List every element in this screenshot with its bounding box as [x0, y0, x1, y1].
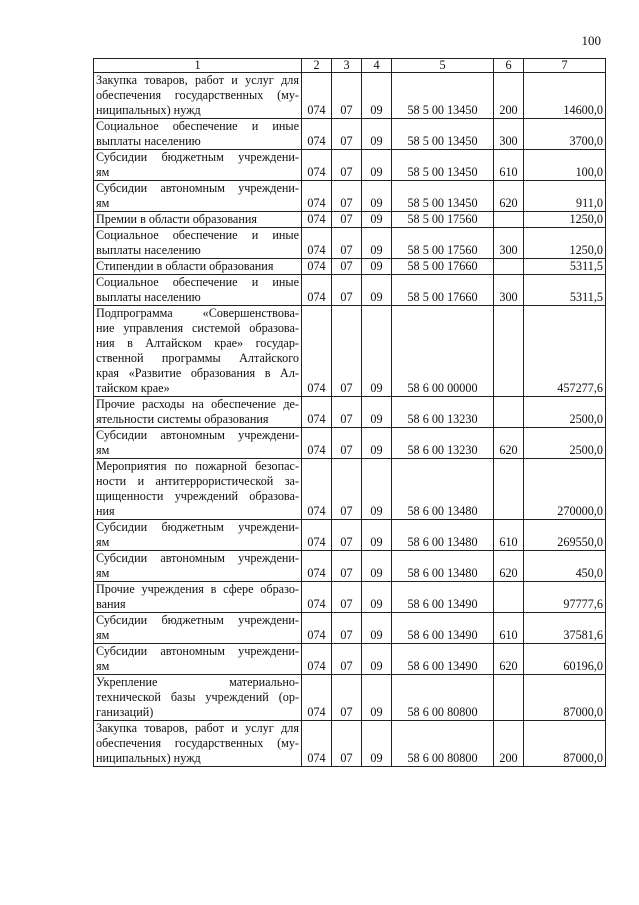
target-article-cell: 58 5 00 13450 — [392, 181, 494, 212]
row-name-line: обеспечения государственных (му- — [96, 88, 299, 102]
row-name-line: ния в Алтайском крае» государ- — [96, 336, 299, 350]
expense-type-cell — [494, 259, 524, 275]
row-name-cell — [94, 275, 302, 306]
target-article-cell: 58 6 00 00000 — [392, 306, 494, 397]
target-article-cell: 58 5 00 13450 — [392, 73, 494, 119]
row-name-cell — [94, 212, 302, 228]
expense-type-cell: 620 — [494, 428, 524, 459]
expense-type-cell — [494, 212, 524, 228]
target-article-cell: 58 5 00 17560 — [392, 228, 494, 259]
row-name-line: Субсидии автономным учреждени- — [96, 551, 299, 565]
section-cell: 07 — [332, 582, 362, 613]
subsection-cell: 09 — [362, 181, 392, 212]
row-name-line: тайском крае» — [96, 381, 170, 395]
section-cell: 07 — [332, 459, 362, 520]
expense-type-cell: 300 — [494, 275, 524, 306]
row-name-line: выплаты населению — [96, 134, 201, 148]
amount-cell: 3700,0 — [524, 119, 606, 150]
row-name-line: Субсидии автономным учреждени- — [96, 181, 299, 195]
expense-type-cell: 300 — [494, 228, 524, 259]
row-name-line: Субсидии автономным учреждени- — [96, 644, 299, 658]
expense-type-cell — [494, 306, 524, 397]
amount-cell: 2500,0 — [524, 428, 606, 459]
subsection-cell: 09 — [362, 306, 392, 397]
row-name-cell — [94, 150, 302, 181]
section-cell: 07 — [332, 259, 362, 275]
code-admin-cell: 074 — [302, 73, 332, 119]
amount-cell: 100,0 — [524, 150, 606, 181]
section-cell: 07 — [332, 551, 362, 582]
budget-table — [93, 58, 606, 767]
row-name-line: ственной программы Алтайского — [96, 351, 299, 365]
section-cell: 07 — [332, 428, 362, 459]
row-name-cell — [94, 73, 302, 119]
code-admin-cell: 074 — [302, 228, 332, 259]
row-name-cell — [94, 397, 302, 428]
code-admin-cell: 074 — [302, 613, 332, 644]
row-name-line: ганизаций) — [96, 705, 154, 719]
row-name-line: Субсидии бюджетным учреждени- — [96, 150, 299, 164]
row-name-cell — [94, 582, 302, 613]
row-name-line: выплаты населению — [96, 290, 201, 304]
code-admin-cell: 074 — [302, 259, 332, 275]
amount-cell: 2500,0 — [524, 397, 606, 428]
row-name-line: технической базы учреждений (ор- — [96, 690, 299, 704]
amount-cell: 911,0 — [524, 181, 606, 212]
row-name-line: Социальное обеспечение и иные — [96, 119, 299, 133]
target-article-cell: 58 5 00 17660 — [392, 259, 494, 275]
code-admin-cell: 074 — [302, 428, 332, 459]
row-name-line: ям — [96, 659, 110, 673]
code-admin-cell: 074 — [302, 181, 332, 212]
table-row — [94, 275, 606, 306]
row-name-cell — [94, 551, 302, 582]
amount-cell: 5311,5 — [524, 275, 606, 306]
row-name-line: ности и антитеррористической за- — [96, 474, 299, 488]
section-cell: 07 — [332, 181, 362, 212]
row-name-line: Субсидии автономным учреждени- — [96, 428, 299, 442]
code-admin-cell: 074 — [302, 721, 332, 767]
row-name-line: щищенности учреждений образова- — [96, 489, 299, 503]
target-article-cell: 58 6 00 13490 — [392, 613, 494, 644]
table-row — [94, 721, 606, 767]
row-name-line: Субсидии бюджетным учреждени- — [96, 613, 299, 627]
row-name-line: ние управления системой образова- — [96, 321, 299, 335]
row-name-line: края «Развитие образования в Ал- — [96, 366, 299, 380]
target-article-cell: 58 6 00 13480 — [392, 520, 494, 551]
code-admin-cell: 074 — [302, 459, 332, 520]
amount-cell: 457277,6 — [524, 306, 606, 397]
expense-type-cell — [494, 582, 524, 613]
row-name-line: Подпрограмма «Совершенствова- — [96, 306, 299, 320]
subsection-cell: 09 — [362, 520, 392, 551]
row-name-cell — [94, 181, 302, 212]
amount-cell: 270000,0 — [524, 459, 606, 520]
row-name-cell — [94, 675, 302, 721]
subsection-cell: 09 — [362, 212, 392, 228]
row-name-line: Социальное обеспечение и иные — [96, 228, 299, 242]
section-cell: 07 — [332, 73, 362, 119]
row-name-cell — [94, 721, 302, 767]
row-name-line: ям — [96, 628, 110, 642]
header-col-3: 3 — [332, 59, 362, 73]
expense-type-cell: 610 — [494, 520, 524, 551]
subsection-cell: 09 — [362, 551, 392, 582]
subsection-cell: 09 — [362, 721, 392, 767]
code-admin-cell: 074 — [302, 397, 332, 428]
expense-type-cell: 200 — [494, 73, 524, 119]
amount-cell: 87000,0 — [524, 675, 606, 721]
code-admin-cell: 074 — [302, 150, 332, 181]
table-row — [94, 73, 606, 119]
subsection-cell: 09 — [362, 73, 392, 119]
subsection-cell: 09 — [362, 459, 392, 520]
target-article-cell: 58 5 00 17660 — [392, 275, 494, 306]
code-admin-cell: 074 — [302, 119, 332, 150]
code-admin-cell: 074 — [302, 644, 332, 675]
row-name-line: выплаты населению — [96, 243, 201, 257]
subsection-cell: 09 — [362, 613, 392, 644]
row-name-line: ям — [96, 443, 110, 457]
section-cell: 07 — [332, 119, 362, 150]
section-cell: 07 — [332, 721, 362, 767]
expense-type-cell: 620 — [494, 551, 524, 582]
code-admin-cell: 074 — [302, 520, 332, 551]
row-name-line: Укрепление материально- — [96, 675, 299, 689]
table-row — [94, 212, 606, 228]
table-row — [94, 119, 606, 150]
row-name-line: Закупка товаров, работ и услуг для — [96, 73, 299, 87]
target-article-cell: 58 6 00 80800 — [392, 721, 494, 767]
row-name-cell — [94, 228, 302, 259]
subsection-cell: 09 — [362, 259, 392, 275]
expense-type-cell — [494, 675, 524, 721]
section-cell: 07 — [332, 228, 362, 259]
row-name-line: ятельности системы образования — [96, 412, 269, 426]
page-number: 100 — [581, 33, 601, 48]
code-admin-cell: 074 — [302, 675, 332, 721]
target-article-cell: 58 6 00 13230 — [392, 397, 494, 428]
section-cell: 07 — [332, 397, 362, 428]
row-name-line: ния — [96, 504, 115, 518]
row-name-line: Стипендии в области образования — [96, 259, 274, 273]
section-cell: 07 — [332, 520, 362, 551]
target-article-cell: 58 6 00 13480 — [392, 459, 494, 520]
amount-cell: 269550,0 — [524, 520, 606, 551]
row-name-cell — [94, 428, 302, 459]
table-row — [94, 459, 606, 520]
section-cell: 07 — [332, 150, 362, 181]
code-admin-cell: 074 — [302, 306, 332, 397]
row-name-cell — [94, 306, 302, 397]
target-article-cell: 58 6 00 13480 — [392, 551, 494, 582]
row-name-line: Закупка товаров, работ и услуг для — [96, 721, 299, 735]
table-row — [94, 644, 606, 675]
row-name-cell — [94, 459, 302, 520]
amount-cell: 5311,5 — [524, 259, 606, 275]
header-col-6: 6 — [494, 59, 524, 73]
row-name-cell — [94, 119, 302, 150]
row-name-line: Мероприятия по пожарной безопас- — [96, 459, 299, 473]
row-name-line: ям — [96, 535, 110, 549]
subsection-cell: 09 — [362, 582, 392, 613]
section-cell: 07 — [332, 675, 362, 721]
code-admin-cell: 074 — [302, 275, 332, 306]
target-article-cell: 58 6 00 80800 — [392, 675, 494, 721]
target-article-cell: 58 5 00 13450 — [392, 150, 494, 181]
amount-cell: 450,0 — [524, 551, 606, 582]
section-cell: 07 — [332, 212, 362, 228]
expense-type-cell: 610 — [494, 613, 524, 644]
subsection-cell: 09 — [362, 428, 392, 459]
subsection-cell: 09 — [362, 397, 392, 428]
table-row — [94, 259, 606, 275]
subsection-cell: 09 — [362, 675, 392, 721]
expense-type-cell: 620 — [494, 644, 524, 675]
row-name-line: ям — [96, 196, 110, 210]
row-name-line: Социальное обеспечение и иные — [96, 275, 299, 289]
section-cell: 07 — [332, 644, 362, 675]
amount-cell: 14600,0 — [524, 73, 606, 119]
code-admin-cell: 074 — [302, 212, 332, 228]
subsection-cell: 09 — [362, 150, 392, 181]
row-name-line: Прочие расходы на обеспечение де- — [96, 397, 299, 411]
code-admin-cell: 074 — [302, 582, 332, 613]
target-article-cell: 58 6 00 13490 — [392, 582, 494, 613]
expense-type-cell: 200 — [494, 721, 524, 767]
header-col-2: 2 — [302, 59, 332, 73]
row-name-line: обеспечения государственных (му- — [96, 736, 299, 750]
row-name-cell — [94, 259, 302, 275]
table-row — [94, 397, 606, 428]
amount-cell: 60196,0 — [524, 644, 606, 675]
row-name-cell — [94, 613, 302, 644]
target-article-cell: 58 6 00 13230 — [392, 428, 494, 459]
expense-type-cell: 300 — [494, 119, 524, 150]
expense-type-cell — [494, 397, 524, 428]
header-col-7: 7 — [524, 59, 606, 73]
row-name-line: вания — [96, 597, 126, 611]
row-name-line: ям — [96, 165, 110, 179]
target-article-cell: 58 5 00 13450 — [392, 119, 494, 150]
subsection-cell: 09 — [362, 644, 392, 675]
table-row — [94, 551, 606, 582]
section-cell: 07 — [332, 613, 362, 644]
header-col-5: 5 — [392, 59, 494, 73]
table-row — [94, 181, 606, 212]
table-row — [94, 520, 606, 551]
row-name-line: Субсидии бюджетным учреждени- — [96, 520, 299, 534]
header-col-1: 1 — [94, 59, 302, 73]
table-row — [94, 306, 606, 397]
subsection-cell: 09 — [362, 119, 392, 150]
table-row — [94, 228, 606, 259]
row-name-line: ниципальных) нужд — [96, 751, 201, 765]
header-col-4: 4 — [362, 59, 392, 73]
row-name-line: ям — [96, 566, 110, 580]
subsection-cell: 09 — [362, 228, 392, 259]
subsection-cell: 09 — [362, 275, 392, 306]
amount-cell: 1250,0 — [524, 212, 606, 228]
row-name-line: ниципальных) нужд — [96, 103, 201, 117]
amount-cell: 37581,6 — [524, 613, 606, 644]
table-body — [94, 73, 606, 767]
expense-type-cell: 610 — [494, 150, 524, 181]
row-name-cell — [94, 520, 302, 551]
row-name-line: Прочие учреждения в сфере образо- — [96, 582, 299, 596]
table-row — [94, 675, 606, 721]
header-row — [94, 59, 606, 73]
table-row — [94, 613, 606, 644]
table-row — [94, 428, 606, 459]
table-row — [94, 150, 606, 181]
amount-cell: 1250,0 — [524, 228, 606, 259]
amount-cell: 97777,6 — [524, 582, 606, 613]
amount-cell: 87000,0 — [524, 721, 606, 767]
section-cell: 07 — [332, 275, 362, 306]
row-name-line: Премии в области образования — [96, 212, 257, 226]
expense-type-cell: 620 — [494, 181, 524, 212]
row-name-cell — [94, 644, 302, 675]
target-article-cell: 58 5 00 17560 — [392, 212, 494, 228]
table-row — [94, 582, 606, 613]
section-cell: 07 — [332, 306, 362, 397]
target-article-cell: 58 6 00 13490 — [392, 644, 494, 675]
code-admin-cell: 074 — [302, 551, 332, 582]
expense-type-cell — [494, 459, 524, 520]
